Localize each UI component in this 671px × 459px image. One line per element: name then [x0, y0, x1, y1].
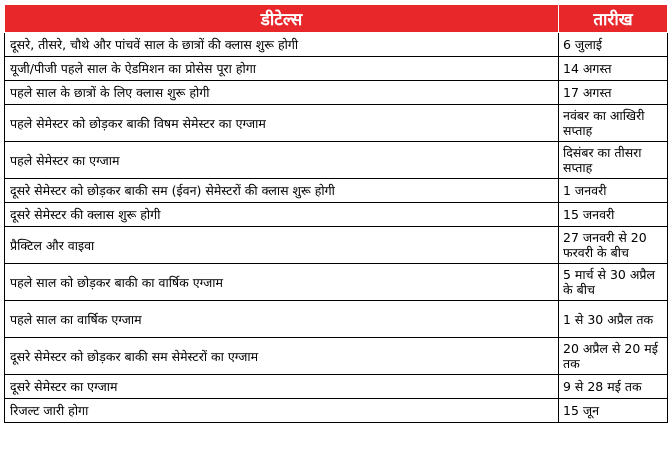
- detail-cell: दूसरे सेमेस्टर का एग्जाम: [5, 375, 559, 399]
- date-cell: 1 जनवरी: [559, 179, 668, 203]
- date-cell: दिसंबर का तीसरा सप्ताह: [559, 142, 668, 179]
- table-row: [5, 338, 668, 375]
- table-row: [5, 105, 668, 142]
- date-cell: 6 जुलाई: [559, 33, 668, 57]
- date-cell: 14 अगस्त: [559, 57, 668, 81]
- date-cell: नवंबर का आखिरी सप्ताह: [559, 105, 668, 142]
- table-row: [5, 399, 668, 423]
- detail-cell: पहले साल को छोड़कर बाकी का वार्षिक एग्जाम: [5, 264, 559, 301]
- date-cell: 15 जनवरी: [559, 203, 668, 227]
- table-row: [5, 33, 668, 57]
- date-cell: 17 अगस्त: [559, 81, 668, 105]
- detail-cell: पहले साल का वार्षिक एग्जाम: [5, 301, 559, 338]
- table-row: [5, 179, 668, 203]
- date-cell: 9 से 28 मई तक: [559, 375, 668, 399]
- detail-cell: पहले साल के छात्रों के लिए क्लास शुरू होगी: [5, 81, 559, 105]
- header-row: [5, 5, 668, 33]
- table-row: [5, 264, 668, 301]
- detail-cell: दूसरे, तीसरे, चौथे और पांचवें साल के छात्रों की क्लास शुरू होगी: [5, 33, 559, 57]
- date-cell: 20 अप्रैल से 20 मई तक: [559, 338, 668, 375]
- detail-cell: पहले सेमेस्टर का एग्जाम: [5, 142, 559, 179]
- table-row: [5, 375, 668, 399]
- detail-cell: प्रैक्टिल और वाइवा: [5, 227, 559, 264]
- detail-cell: रिजल्ट जारी होगा: [5, 399, 559, 423]
- detail-cell: पहले सेमेस्टर को छोड़कर बाकी विषम सेमेस्टर का एग्जाम: [5, 105, 559, 142]
- details-header: डीटेल्स: [5, 5, 559, 33]
- table-row: [5, 203, 668, 227]
- table-row: [5, 301, 668, 338]
- table-row: [5, 227, 668, 264]
- table-row: [5, 142, 668, 179]
- table-row: [5, 57, 668, 81]
- detail-cell: दूसरे सेमेस्टर को छोड़कर बाकी सम (ईवन) सेमेस्टरों की क्लास शुरू होगी: [5, 179, 559, 203]
- table-row: [5, 81, 668, 105]
- date-cell: 5 मार्च से 30 अप्रैल के बीच: [559, 264, 668, 301]
- date-cell: 15 जून: [559, 399, 668, 423]
- detail-cell: दूसरे सेमेस्टर की क्लास शुरू होगी: [5, 203, 559, 227]
- detail-cell: यूजी/पीजी पहले साल के ऐडमिशन का प्रोसेस पूरा होगा: [5, 57, 559, 81]
- schedule-table: [4, 4, 668, 423]
- date-cell: 1 से 30 अप्रैल तक: [559, 301, 668, 338]
- date-cell: 27 जनवरी से 20 फरवरी के बीच: [559, 227, 668, 264]
- date-header: तारीख: [559, 5, 668, 33]
- detail-cell: दूसरे सेमेस्टर को छोड़कर बाकी सम सेमेस्टरों का एग्जाम: [5, 338, 559, 375]
